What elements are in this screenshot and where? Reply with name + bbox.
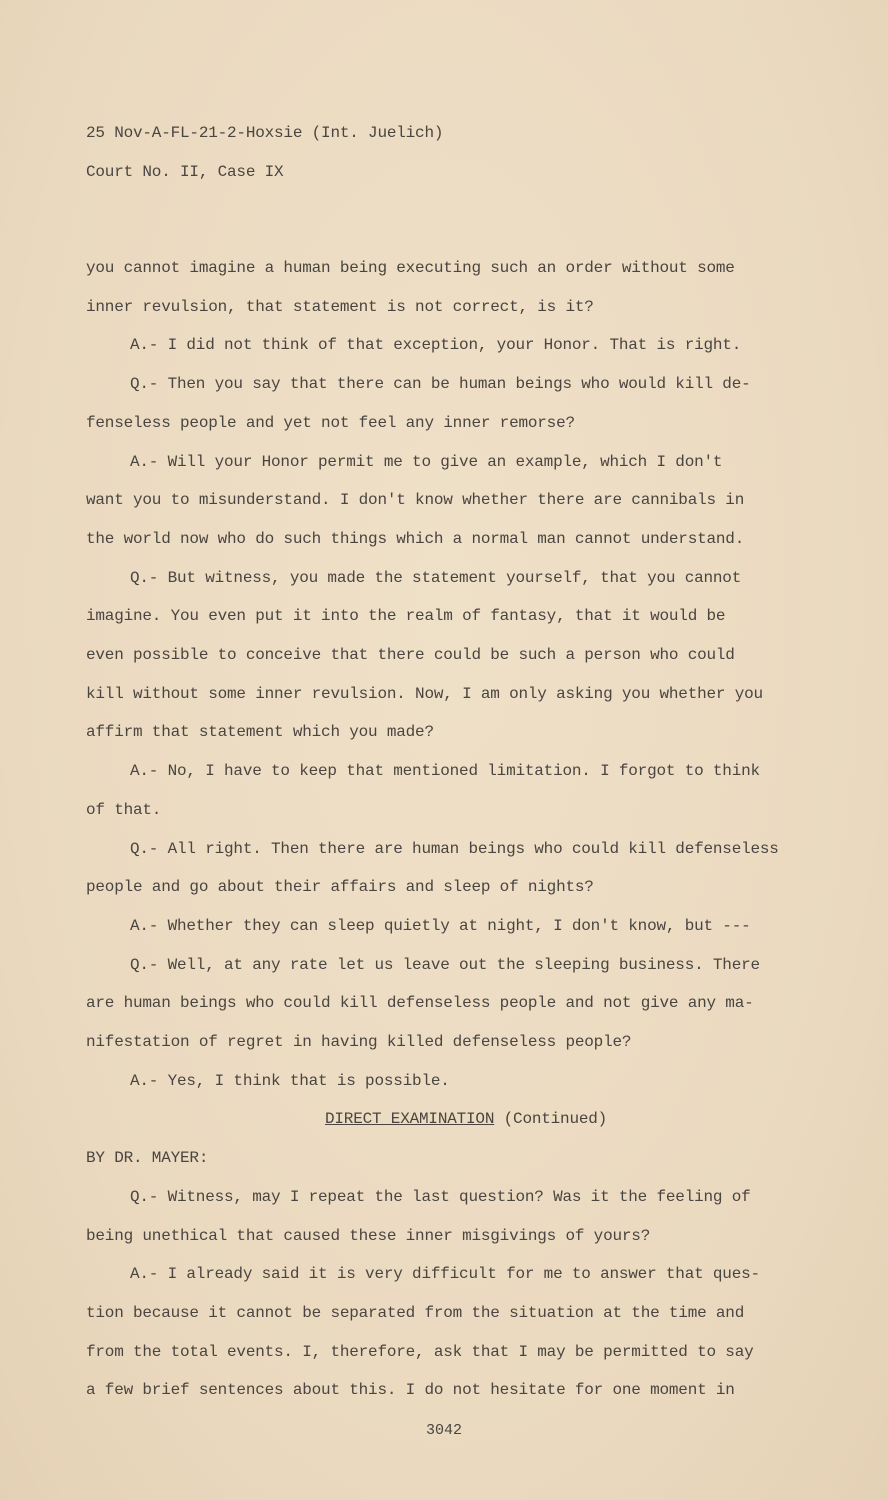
section-heading-title: DIRECT EXAMINATION [325,1110,495,1129]
transcript-line: nifestation of regret in having killed defenseless people? [86,1033,632,1051]
transcript-line: Q.- All right. Then there are human beings who could kill defenseless [130,839,779,858]
transcript-line: A.- Whether they can sleep quietly at night, I don't know, but --- [130,916,751,935]
transcript-line: a few brief sentences about this. I do not hesitate for one moment in [86,1381,735,1400]
transcript-line: fenseless people and yet not feel any inner remorse? [86,413,575,432]
transcript-line: affirm that statement which you made? [86,723,434,742]
transcript-line: A.- No, I have to keep that mentioned limitation. I forgot to think [130,762,760,781]
transcript-line: of that. [86,800,162,819]
transcript-line: are human beings who could kill defenseless people and not give any ma- [86,994,754,1013]
header-court: Court No. II, Case IX [86,163,284,181]
transcript-line: A.- Will your Honor permit me to give an example, which I don't [130,452,723,471]
header-reference: 25 Nov-A-FL-21-2-Hoxsie (Int. Juelich) [86,124,444,142]
transcript-line: imagine. You even put it into the realm of fantasy, that it would be [86,607,726,626]
section-heading [325,1109,607,1129]
transcript-line: being unethical that caused these inner misgivings of yours? [86,1226,651,1245]
transcript-line: Q.- But witness, you made the statement yourself, that you cannot [130,568,742,587]
transcript-line: Q.- Witness, may I repeat the last question? Was it the feeling of [130,1187,751,1206]
transcript-line: Q.- Well, at any rate let us leave out the sleeping business. There [130,955,760,974]
section-heading-suffix: (Continued) [494,1110,608,1129]
transcript-line: inner revulsion, that statement is not correct, is it? [86,297,594,316]
transcript-line: from the total events. I, therefore, ask that I may be permitted to say [86,1342,754,1361]
transcript-line: the world now who do such things which a normal man cannot understand. [86,529,745,548]
transcript-line: A.- I did not think of that exception, your Honor. That is right. [130,336,742,355]
transcript-line: tion because it cannot be separated from the situation at the time and [86,1303,745,1322]
transcript-line: kill without some inner revulsion. Now, I am only asking you whether you [86,684,763,703]
examiner-label: BY DR. MAYER: [86,1149,209,1168]
transcript-line: A.- I already said it is very difficult for me to answer that ques- [130,1265,760,1284]
transcript-line: Q.- Then you say that there can be human beings who would kill de- [130,375,751,394]
transcript-line: you cannot imagine a human being executing such an order without some [86,259,735,277]
transcript-line: A.- Yes, I think that is possible. [130,1071,450,1090]
transcript-line: want you to misunderstand. I don't know whether there are cannibals in [86,491,745,510]
transcript-line: people and go about their affairs and sleep of nights? [86,878,594,897]
page-number: 3042 [425,1422,462,1439]
transcript-line: even possible to conceive that there could be such a person who could [86,646,735,664]
